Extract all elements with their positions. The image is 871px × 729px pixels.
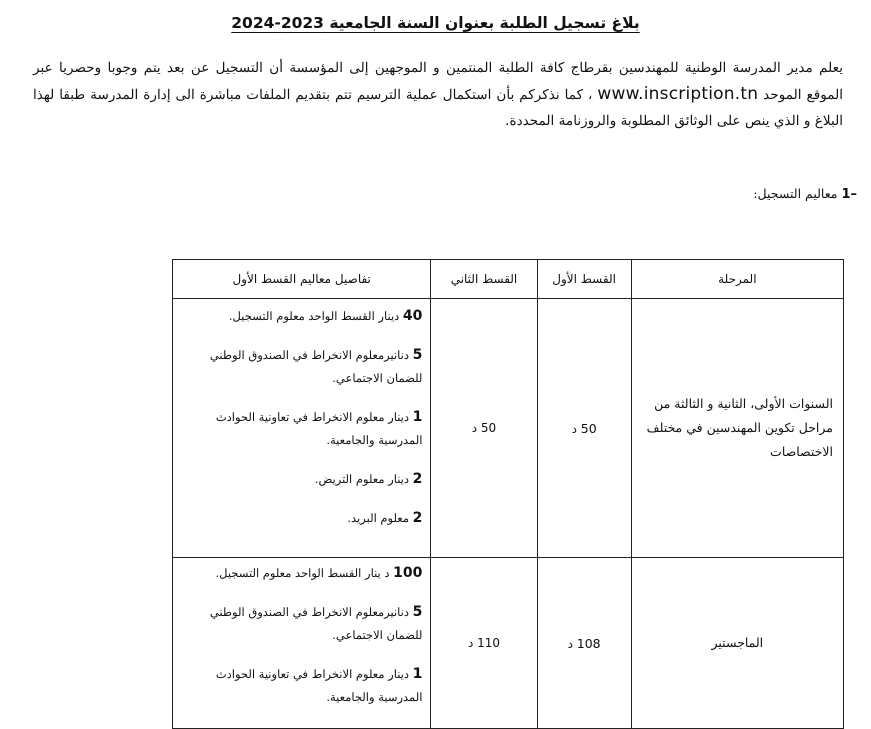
- intro-text-part2: ، كما نذكركم بأن استكمال عملية الترسيم تتم بتقديم الملفات مباشرة الى إدارة المدرسة طبقا لهذا البلاغ و الذي ينص على الوثائق المطلوبة والروزنامة المحددة.: [33, 87, 843, 129]
- header-second-installment: القسط الثاني: [431, 260, 537, 299]
- fee-description: دينار معلوم الانخراط في تعاونية الحوادث المدرسية والجامعية.: [215, 410, 423, 447]
- fee-amount: 2: [412, 471, 423, 487]
- first-installment-cell: [537, 558, 631, 729]
- fee-amount: 5: [412, 604, 423, 620]
- header-stage: المرحلة: [631, 260, 843, 299]
- first-installment-amount: 50: [580, 420, 597, 436]
- table-header-row: [173, 260, 844, 299]
- stage-cell: الماجستير: [631, 558, 843, 729]
- header-first-installment: القسط الأول: [537, 260, 631, 299]
- second-installment-amount: 110: [477, 636, 501, 650]
- section-number: 1–: [841, 187, 857, 202]
- fee-description: دينار معلوم التريض.: [314, 472, 409, 486]
- fee-item: [179, 507, 422, 530]
- fee-item: [179, 305, 422, 328]
- intro-paragraph: [33, 55, 843, 134]
- fee-item: [179, 663, 422, 709]
- second-installment-amount: 50: [480, 421, 497, 435]
- table-row: [173, 558, 844, 729]
- inscription-website-link[interactable]: www.inscription.tn: [597, 84, 759, 104]
- fee-amount: 40: [402, 308, 423, 324]
- fee-item: [179, 344, 422, 390]
- stage-cell: السنوات الأولى، الثانية و الثالثة من مراحل تكوين المهندسين في مختلف الاختصاصات: [631, 299, 843, 558]
- fee-description: دينار معلوم الانخراط في تعاونية الحوادث المدرسية والجامعية.: [215, 667, 423, 704]
- first-installment-amount: 108: [576, 635, 601, 651]
- fee-description: معلوم البريد.: [347, 511, 409, 525]
- section-heading-fees: [457, 186, 857, 202]
- fee-item: [179, 406, 422, 452]
- fee-description: دنانيرمعلوم الانخراط في الصندوق الوطني للضمان الاجتماعي.: [209, 605, 423, 642]
- fee-item: [179, 601, 422, 647]
- second-installment-unit: د: [471, 421, 478, 435]
- fee-amount: 2: [412, 510, 423, 526]
- fee-description: دنانيرمعلوم الانخراط في الصندوق الوطني للضمان الاجتماعي.: [209, 348, 423, 385]
- first-installment-unit: د: [571, 421, 577, 436]
- details-cell: [173, 299, 431, 558]
- fees-table: [172, 259, 844, 729]
- fee-description: د ينار القسط الواحد معلوم التسجيل.: [215, 566, 390, 580]
- header-details: تفاصيل معاليم القسط الأول: [173, 260, 431, 299]
- first-installment-cell: [537, 299, 631, 558]
- second-installment-cell: [431, 558, 537, 729]
- fee-amount: 1: [412, 409, 423, 425]
- table-row: [173, 299, 844, 558]
- first-installment-unit: د: [567, 636, 573, 651]
- fee-amount: 1: [412, 666, 423, 682]
- fee-item: [179, 468, 422, 491]
- fee-amount: 5: [412, 347, 423, 363]
- document-title: بلاغ تسجيل الطلبة بعنوان السنة الجامعية 2023-2024: [231, 14, 640, 32]
- second-installment-unit: د: [467, 636, 474, 650]
- section-label: معاليم التسجيل:: [753, 186, 838, 201]
- details-cell: [173, 558, 431, 729]
- second-installment-cell: [431, 299, 537, 558]
- fee-amount: 100: [393, 565, 423, 581]
- fee-item: [179, 562, 422, 585]
- intro-text-part1: يعلم مدير المدرسة الوطنية للمهندسين بقرطاج كافة الطلبة المنتمين و الموجهين إلى المؤسسة أن التسجيل عن بعد يتم وجوبا وحصريا عبر الموقع الموحد: [33, 60, 843, 103]
- fee-description: دينار القسط الواحد معلوم التسجيل.: [228, 309, 400, 323]
